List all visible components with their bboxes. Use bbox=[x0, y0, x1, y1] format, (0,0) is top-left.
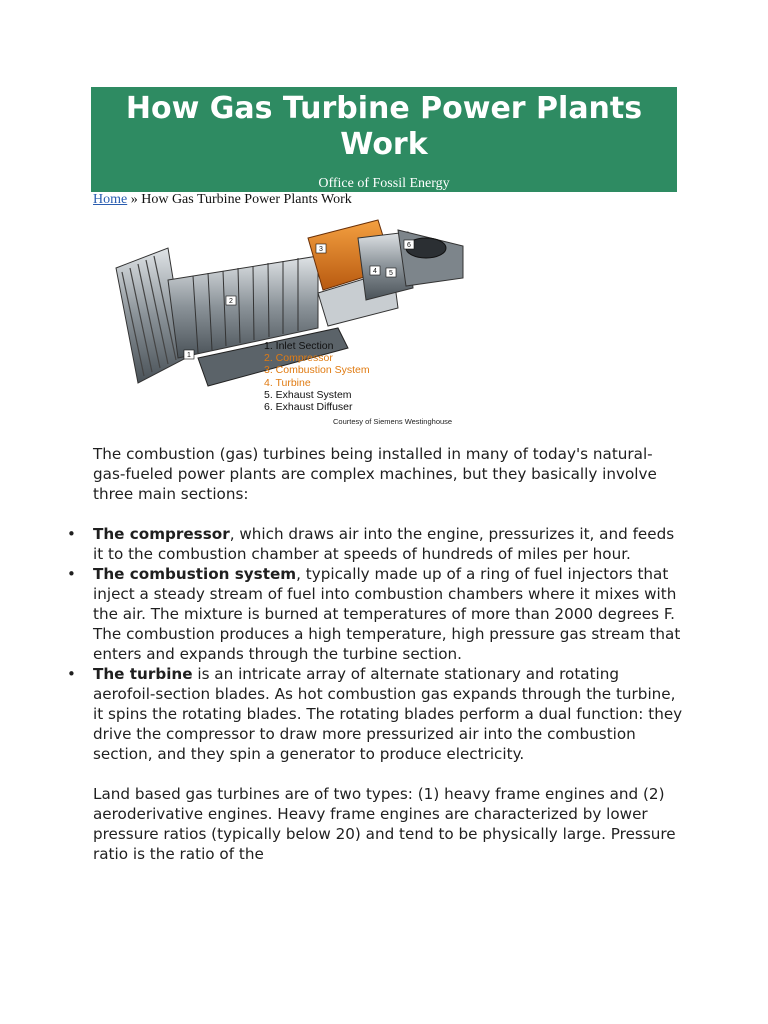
term-turbine: The turbine bbox=[93, 665, 193, 683]
term-compressor: The compressor bbox=[93, 525, 230, 543]
svg-text:3: 3 bbox=[319, 246, 323, 253]
figure-credit: Courtesy of Siemens Westinghouse bbox=[333, 417, 453, 426]
legend-item-exhaust-system: 5. Exhaust System bbox=[264, 388, 352, 401]
svg-text:4: 4 bbox=[373, 268, 377, 275]
desc-compressor: , which draws air into the engine, pressurizes it, and feeds it to the combustion chamber at speeds of hundreds of miles per hour. bbox=[93, 525, 675, 563]
page-title: How Gas Turbine Power Plants Work bbox=[125, 91, 643, 162]
breadcrumb bbox=[93, 192, 352, 208]
legend-item-exhaust-diffuser: 6. Exhaust Diffuser bbox=[264, 401, 353, 414]
bullet-icon: • bbox=[67, 525, 76, 543]
page-subtitle: Office of Fossil Energy bbox=[318, 176, 450, 191]
list-item-combustion bbox=[67, 564, 683, 664]
list-item-turbine bbox=[67, 664, 683, 764]
intro-paragraph: The combustion (gas) turbines being installed in many of today's natural-gas-fueled power plants are complex machines, but they basically involve three main sections: bbox=[93, 445, 657, 503]
exhaust-shape bbox=[398, 230, 463, 286]
figure-legend bbox=[264, 340, 370, 413]
sections-list bbox=[67, 524, 683, 764]
legend-item-compressor: 2. Compressor bbox=[264, 352, 333, 365]
legend-item-combustion: 3. Combustion System bbox=[264, 364, 370, 377]
breadcrumb-separator: » bbox=[127, 192, 142, 207]
bullet-icon: • bbox=[67, 565, 76, 583]
svg-text:2: 2 bbox=[229, 298, 233, 305]
svg-text:5: 5 bbox=[389, 270, 393, 277]
legend-item-inlet: 1. Inlet Section bbox=[264, 340, 334, 352]
closing-paragraph: Land based gas turbines are of two types: (1) heavy frame engines and (2) aeroderivative engines. Heavy frame engines are characterized by lower pressure ratios (typically below 20) and tend to be physically large. Pressure ratio is the ratio of the bbox=[93, 785, 676, 863]
bullet-icon: • bbox=[67, 665, 76, 683]
desc-turbine: is an intricate array of alternate stationary and rotating aerofoil-section blades. As hot combustion gas expands through the turbine, it spins the rotating blades. The rotating blades perform a dual function: they drive the compressor to draw more pressurized air into the combustion section, and they spin a generator to produce electricity. bbox=[93, 665, 683, 763]
svg-text:1: 1 bbox=[187, 352, 191, 359]
article-body bbox=[67, 444, 683, 864]
list-item-compressor bbox=[67, 524, 683, 564]
legend-item-turbine: 4. Turbine bbox=[264, 376, 311, 389]
breadcrumb-home-link[interactable]: Home bbox=[93, 192, 128, 207]
page-header bbox=[91, 87, 677, 192]
desc-combustion: , typically made up of a ring of fuel injectors that inject a steady stream of fuel into combustion chambers where it mixes with the air. The mixture is burned at temperatures of more than 2000 degrees F. The combustion produces a high temperature, high pressure gas stream that enters and expands through the turbine section. bbox=[93, 565, 681, 663]
term-combustion: The combustion system bbox=[93, 565, 297, 583]
breadcrumb-current: How Gas Turbine Power Plants Work bbox=[141, 192, 352, 207]
svg-text:6: 6 bbox=[407, 242, 411, 249]
